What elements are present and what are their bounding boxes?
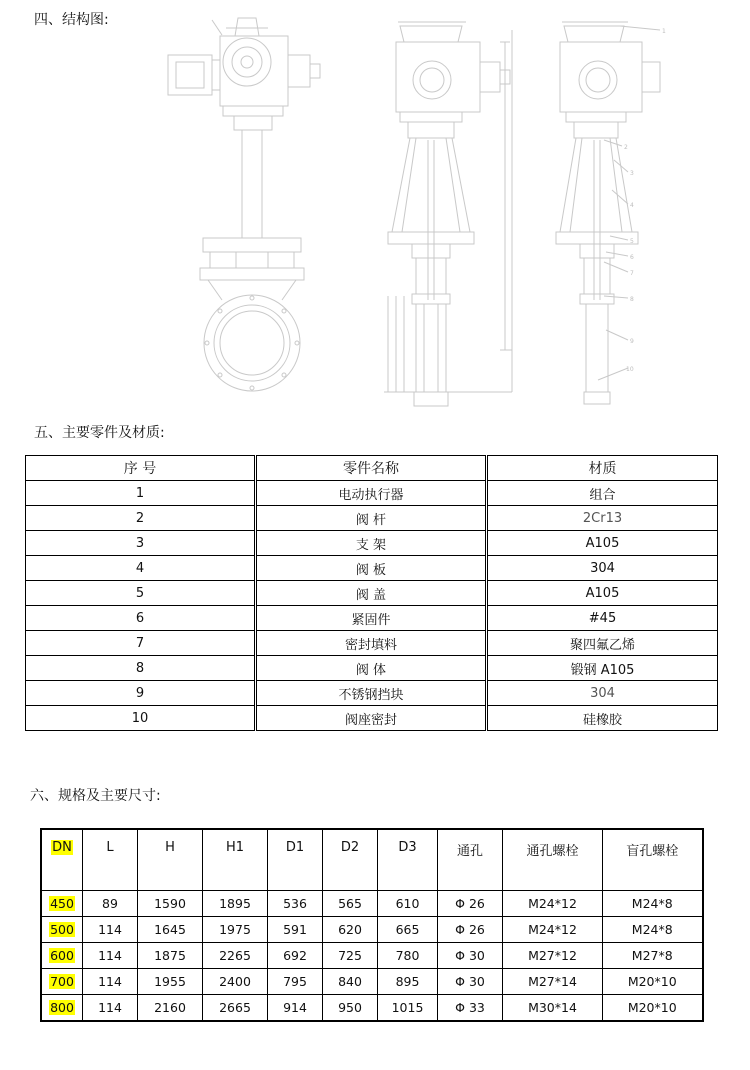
part-name-cell: 阀 盖 bbox=[256, 581, 487, 606]
cell-h: 1645 bbox=[138, 917, 203, 943]
cell-d1: 692 bbox=[268, 943, 323, 969]
table-row bbox=[26, 631, 718, 656]
cell-through-hole: Φ 30 bbox=[438, 969, 503, 995]
table-row bbox=[26, 606, 718, 631]
cell-h: 1955 bbox=[138, 969, 203, 995]
part-name-cell: 阀座密封 bbox=[256, 706, 487, 731]
dn-cell bbox=[41, 891, 83, 917]
material-cell: 锻钢 A105 bbox=[487, 656, 718, 681]
structure-section-title: 四、结构图: bbox=[34, 12, 109, 28]
cell-d1: 795 bbox=[268, 969, 323, 995]
part-name-cell: 阀 板 bbox=[256, 556, 487, 581]
callout-5: 5 bbox=[630, 238, 634, 245]
cell-d1: 914 bbox=[268, 995, 323, 1022]
dn-value: 600 bbox=[50, 948, 74, 963]
parts-materials-table bbox=[25, 455, 718, 731]
callout-3: 3 bbox=[630, 170, 634, 177]
cell-d3: 895 bbox=[378, 969, 438, 995]
seq-cell: 2 bbox=[26, 506, 256, 531]
table-row bbox=[26, 656, 718, 681]
cell-d1: 536 bbox=[268, 891, 323, 917]
header-through-bolt: 通孔螺栓 bbox=[503, 829, 603, 891]
header-blind-bolt: 盲孔螺栓 bbox=[603, 829, 703, 891]
cell-through-hole: Φ 33 bbox=[438, 995, 503, 1022]
dn-value: 800 bbox=[50, 1000, 74, 1015]
material-cell: 304 bbox=[487, 681, 718, 706]
callout-1: 1 bbox=[662, 28, 666, 35]
cell-d3: 780 bbox=[378, 943, 438, 969]
dn-value: 500 bbox=[50, 922, 74, 937]
header-d1: D1 bbox=[268, 829, 323, 891]
seq-cell: 4 bbox=[26, 556, 256, 581]
cell-blind-bolt: M20*10 bbox=[603, 995, 703, 1022]
cell-through-bolt: M27*14 bbox=[503, 969, 603, 995]
header-d3: D3 bbox=[378, 829, 438, 891]
header-seq: 序 号 bbox=[26, 456, 256, 481]
material-cell: 304 bbox=[487, 556, 718, 581]
parts-section-title: 五、主要零件及材质: bbox=[34, 425, 165, 441]
dn-cell bbox=[41, 917, 83, 943]
header-d2: D2 bbox=[323, 829, 378, 891]
table-row bbox=[41, 995, 703, 1022]
cell-h: 1590 bbox=[138, 891, 203, 917]
part-name-cell: 阀 杆 bbox=[256, 506, 487, 531]
header-dn bbox=[41, 829, 83, 891]
table-row bbox=[26, 481, 718, 506]
dn-cell bbox=[41, 943, 83, 969]
header-material: 材质 bbox=[487, 456, 718, 481]
material-cell: #45 bbox=[487, 606, 718, 631]
header-h1: H1 bbox=[203, 829, 268, 891]
callout-6: 6 bbox=[630, 254, 634, 261]
table-row bbox=[26, 706, 718, 731]
material-cell: 硅橡胶 bbox=[487, 706, 718, 731]
callout-4: 4 bbox=[630, 202, 634, 209]
table-row bbox=[41, 969, 703, 995]
part-name-cell: 密封填料 bbox=[256, 631, 487, 656]
dn-value: 700 bbox=[50, 974, 74, 989]
cell-h1: 2265 bbox=[203, 943, 268, 969]
seq-cell: 8 bbox=[26, 656, 256, 681]
dims-section-title: 六、规格及主要尺寸: bbox=[30, 788, 161, 804]
table-row bbox=[26, 581, 718, 606]
part-name-cell: 紧固件 bbox=[256, 606, 487, 631]
cell-d2: 725 bbox=[323, 943, 378, 969]
cell-d3: 665 bbox=[378, 917, 438, 943]
seq-cell: 6 bbox=[26, 606, 256, 631]
seq-cell: 9 bbox=[26, 681, 256, 706]
header-through-hole: 通孔 bbox=[438, 829, 503, 891]
callout-10: 10 bbox=[626, 366, 634, 373]
cell-d2: 620 bbox=[323, 917, 378, 943]
callout-8: 8 bbox=[630, 296, 634, 303]
cell-h1: 2665 bbox=[203, 995, 268, 1022]
callout-2: 2 bbox=[624, 144, 628, 151]
header-part-name: 零件名称 bbox=[256, 456, 487, 481]
cell-through-bolt: M27*12 bbox=[503, 943, 603, 969]
callout-7: 7 bbox=[630, 270, 634, 277]
header-dn-text: DN bbox=[52, 840, 72, 855]
cell-through-bolt: M24*12 bbox=[503, 891, 603, 917]
part-name-cell: 不锈钢挡块 bbox=[256, 681, 487, 706]
dn-cell bbox=[41, 995, 83, 1022]
cell-h1: 1895 bbox=[203, 891, 268, 917]
part-name-cell: 阀 体 bbox=[256, 656, 487, 681]
seq-cell: 7 bbox=[26, 631, 256, 656]
cell-d2: 565 bbox=[323, 891, 378, 917]
table-row bbox=[41, 891, 703, 917]
table-header-row bbox=[26, 456, 718, 481]
valve-structure-drawing bbox=[150, 0, 710, 415]
callout-9: 9 bbox=[630, 338, 634, 345]
cell-through-hole: Φ 26 bbox=[438, 891, 503, 917]
cell-through-hole: Φ 26 bbox=[438, 917, 503, 943]
cell-l: 114 bbox=[83, 917, 138, 943]
cell-through-bolt: M30*14 bbox=[503, 995, 603, 1022]
part-name-cell: 支 架 bbox=[256, 531, 487, 556]
cell-d2: 950 bbox=[323, 995, 378, 1022]
dn-cell bbox=[41, 969, 83, 995]
cell-through-bolt: M24*12 bbox=[503, 917, 603, 943]
seq-cell: 10 bbox=[26, 706, 256, 731]
material-cell: A105 bbox=[487, 581, 718, 606]
dn-value: 450 bbox=[50, 896, 74, 911]
material-cell: 2Cr13 bbox=[487, 506, 718, 531]
seq-cell: 3 bbox=[26, 531, 256, 556]
part-name-cell: 电动执行器 bbox=[256, 481, 487, 506]
cell-d3: 610 bbox=[378, 891, 438, 917]
table-row bbox=[41, 943, 703, 969]
cell-h1: 2400 bbox=[203, 969, 268, 995]
cell-h: 2160 bbox=[138, 995, 203, 1022]
cell-h: 1875 bbox=[138, 943, 203, 969]
dimensions-table bbox=[40, 828, 704, 1022]
cell-d3: 1015 bbox=[378, 995, 438, 1022]
cell-h1: 1975 bbox=[203, 917, 268, 943]
table-row bbox=[26, 681, 718, 706]
cell-l: 89 bbox=[83, 891, 138, 917]
header-l: L bbox=[83, 829, 138, 891]
cell-blind-bolt: M24*8 bbox=[603, 917, 703, 943]
cell-l: 114 bbox=[83, 995, 138, 1022]
seq-cell: 5 bbox=[26, 581, 256, 606]
cell-blind-bolt: M20*10 bbox=[603, 969, 703, 995]
material-cell: 聚四氟乙烯 bbox=[487, 631, 718, 656]
cell-l: 114 bbox=[83, 969, 138, 995]
table-row bbox=[41, 917, 703, 943]
cell-d1: 591 bbox=[268, 917, 323, 943]
seq-cell: 1 bbox=[26, 481, 256, 506]
table-row bbox=[26, 531, 718, 556]
table-header-row bbox=[41, 829, 703, 891]
material-cell: A105 bbox=[487, 531, 718, 556]
table-row bbox=[26, 506, 718, 531]
cell-blind-bolt: M24*8 bbox=[603, 891, 703, 917]
cell-l: 114 bbox=[83, 943, 138, 969]
cell-blind-bolt: M27*8 bbox=[603, 943, 703, 969]
table-row bbox=[26, 556, 718, 581]
cell-d2: 840 bbox=[323, 969, 378, 995]
header-h: H bbox=[138, 829, 203, 891]
material-cell: 组合 bbox=[487, 481, 718, 506]
cell-through-hole: Φ 30 bbox=[438, 943, 503, 969]
